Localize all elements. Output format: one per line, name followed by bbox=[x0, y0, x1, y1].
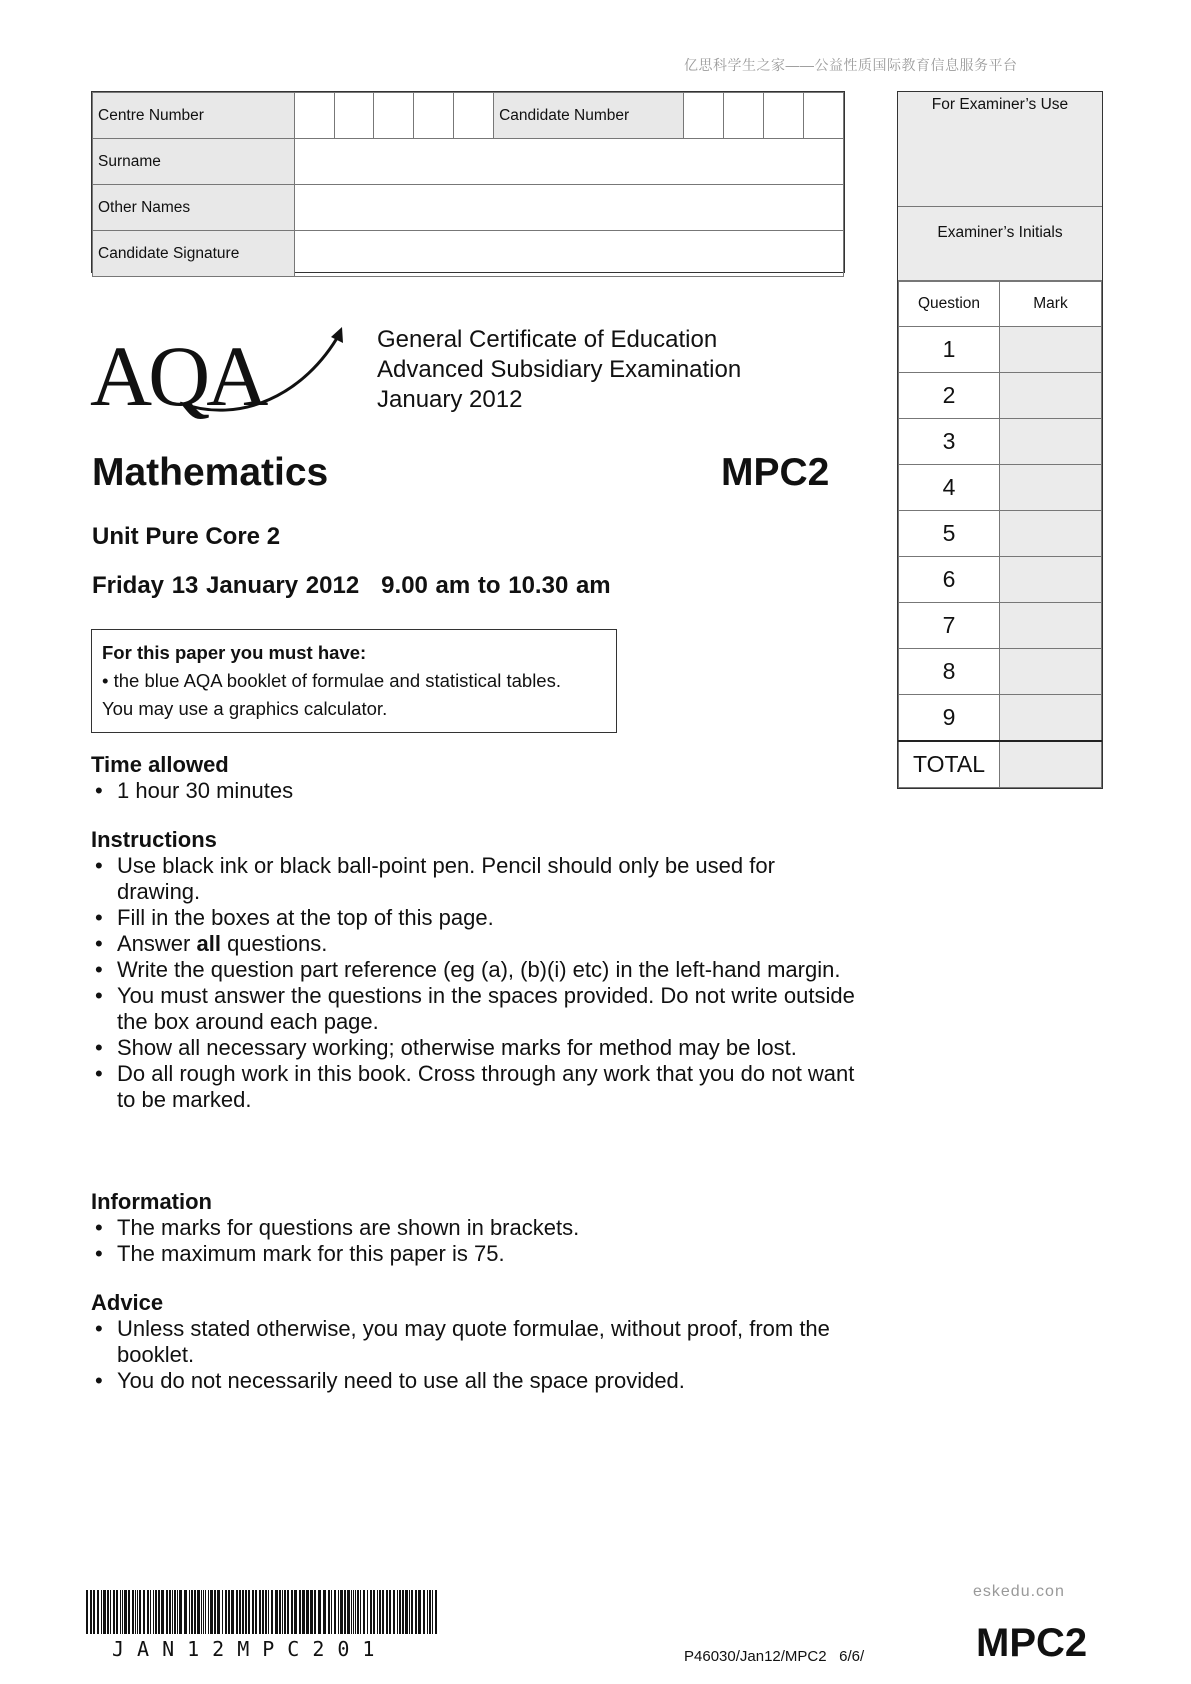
barcode-bar bbox=[101, 1590, 102, 1634]
barcode-bar bbox=[367, 1590, 368, 1634]
barcode-bar bbox=[255, 1590, 257, 1634]
examiner-initials-label: Examiner’s Initials bbox=[898, 207, 1102, 281]
list-item: • You do not necessarily need to use all the space provided. bbox=[91, 1368, 861, 1394]
list-item: • The maximum mark for this paper is 75. bbox=[91, 1241, 861, 1267]
barcode-bar bbox=[172, 1590, 173, 1634]
barcode-bar bbox=[287, 1590, 289, 1634]
barcode-bar bbox=[184, 1590, 187, 1634]
barcode-bar bbox=[236, 1590, 238, 1634]
section-heading: Instructions bbox=[91, 827, 217, 852]
barcode-bar bbox=[363, 1590, 365, 1634]
mark-cell[interactable] bbox=[1000, 419, 1102, 465]
barcode-bar bbox=[373, 1590, 375, 1634]
barcode-bar bbox=[432, 1590, 433, 1634]
examiner-use-label: For Examiner’s Use bbox=[898, 92, 1102, 207]
barcode-bar bbox=[231, 1590, 234, 1634]
candidate-number-digit[interactable] bbox=[724, 93, 764, 139]
barcode-bar bbox=[93, 1590, 95, 1634]
barcode-bar bbox=[302, 1590, 305, 1634]
barcode-bar bbox=[347, 1590, 350, 1634]
barcode-bar bbox=[107, 1590, 109, 1634]
barcode-bar bbox=[201, 1590, 202, 1634]
barcode-bar bbox=[194, 1590, 196, 1634]
barcode-bar bbox=[411, 1590, 413, 1634]
time-allowed-section bbox=[91, 752, 861, 804]
certificate-line: January 2012 bbox=[377, 386, 523, 413]
list-item: • Write the question part reference (eg (a), (b)(i) etc) in the left-hand margin. bbox=[91, 957, 861, 983]
mark-cell[interactable] bbox=[1000, 465, 1102, 511]
unit-title: Unit Pure Core 2 bbox=[92, 523, 281, 550]
barcode-bar bbox=[166, 1590, 168, 1634]
barcode-bar bbox=[299, 1590, 301, 1634]
question-number: 4 bbox=[899, 465, 1000, 511]
barcode-bar bbox=[291, 1590, 293, 1634]
barcode-bar bbox=[128, 1590, 130, 1634]
barcode-bar bbox=[161, 1590, 164, 1634]
barcode-bar bbox=[177, 1590, 178, 1634]
mark-cell[interactable] bbox=[1000, 327, 1102, 373]
barcode-bar bbox=[344, 1590, 346, 1634]
question-number: 1 bbox=[899, 327, 1000, 373]
barcode-bar bbox=[208, 1590, 209, 1634]
barcode-bar bbox=[155, 1590, 157, 1634]
centre-number-digit[interactable] bbox=[334, 93, 374, 139]
barcode-bar bbox=[262, 1590, 264, 1634]
barcode-bar bbox=[340, 1590, 343, 1634]
centre-number-digit[interactable] bbox=[374, 93, 414, 139]
barcode-bar bbox=[120, 1590, 121, 1634]
question-number: 9 bbox=[899, 695, 1000, 742]
barcode-bar bbox=[386, 1590, 388, 1634]
information-section bbox=[91, 1189, 861, 1267]
barcode-bar bbox=[252, 1590, 254, 1634]
paper-reference: P46030/Jan12/MPC2 6/6/ bbox=[684, 1648, 865, 1665]
barcode-bar bbox=[268, 1590, 269, 1634]
mark-cell[interactable] bbox=[1000, 695, 1102, 742]
barcode-bar bbox=[228, 1590, 230, 1634]
barcode-bar bbox=[116, 1590, 118, 1634]
paper-code: MPC2 bbox=[721, 451, 830, 494]
total-label: TOTAL bbox=[899, 741, 1000, 788]
barcode-bar bbox=[418, 1590, 421, 1634]
mark-cell[interactable] bbox=[1000, 511, 1102, 557]
barcode-bar bbox=[427, 1590, 428, 1634]
question-number: 5 bbox=[899, 511, 1000, 557]
barcode-bar bbox=[323, 1590, 326, 1634]
exam-time: 9.00 am to 10.30 am bbox=[381, 572, 611, 599]
certificate-heading bbox=[377, 325, 741, 415]
barcode-bar bbox=[271, 1590, 273, 1634]
barcode-bar bbox=[259, 1590, 261, 1634]
barcode-bar bbox=[279, 1590, 281, 1634]
candidate-number-label: Candidate Number bbox=[494, 93, 684, 139]
barcode-bar bbox=[377, 1590, 378, 1634]
centre-number-digit[interactable] bbox=[454, 93, 494, 139]
mark-cell[interactable] bbox=[1000, 649, 1102, 695]
barcode-bar bbox=[189, 1590, 190, 1634]
question-number: 6 bbox=[899, 557, 1000, 603]
candidate-details-box bbox=[91, 91, 845, 273]
barcode-bar bbox=[275, 1590, 278, 1634]
centre-number-digit[interactable] bbox=[294, 93, 334, 139]
barcode-bar bbox=[389, 1590, 391, 1634]
barcode-bar bbox=[197, 1590, 200, 1634]
barcode-bar bbox=[86, 1590, 88, 1634]
barcode-bar bbox=[203, 1590, 204, 1634]
barcode-bar bbox=[191, 1590, 193, 1634]
question-number: 3 bbox=[899, 419, 1000, 465]
list-item: • Use black ink or black ball-point pen. Pencil should only be used for drawing. bbox=[91, 853, 861, 905]
advice-section bbox=[91, 1290, 861, 1394]
barcode-bar bbox=[409, 1590, 410, 1634]
signature-label: Candidate Signature bbox=[93, 231, 295, 277]
barcode-bar bbox=[110, 1590, 111, 1634]
barcode-bar bbox=[214, 1590, 216, 1634]
other-names-field[interactable] bbox=[294, 185, 843, 231]
materials-box bbox=[91, 629, 617, 733]
barcode-bar bbox=[122, 1590, 123, 1634]
barcode-bar bbox=[402, 1590, 404, 1634]
mark-header: Mark bbox=[1000, 282, 1102, 327]
certificate-line: General Certificate of Education bbox=[377, 326, 718, 353]
barcode-bar bbox=[147, 1590, 149, 1634]
list-item: • The marks for questions are shown in brackets. bbox=[91, 1215, 861, 1241]
section-heading: Advice bbox=[91, 1290, 164, 1315]
barcode-bar bbox=[399, 1590, 401, 1634]
examiner-box bbox=[897, 91, 1103, 789]
barcode-bar bbox=[217, 1590, 220, 1634]
barcode-bar bbox=[179, 1590, 182, 1634]
section-heading: Time allowed bbox=[91, 752, 229, 777]
materials-note: You may use a graphics calculator. bbox=[102, 698, 388, 719]
barcode-bar bbox=[379, 1590, 381, 1634]
barcode-bar bbox=[169, 1590, 171, 1634]
aqa-logo-text: AQA bbox=[90, 328, 265, 424]
barcode-bar bbox=[153, 1590, 154, 1634]
barcode-bar bbox=[382, 1590, 384, 1634]
barcode-bar bbox=[393, 1590, 395, 1634]
barcode-bar bbox=[294, 1590, 297, 1634]
barcode-bar bbox=[124, 1590, 127, 1634]
barcode-bar bbox=[314, 1590, 316, 1634]
barcode-bar bbox=[351, 1590, 352, 1634]
barcode-bar bbox=[370, 1590, 372, 1634]
candidate-number-digit[interactable] bbox=[804, 93, 844, 139]
barcode-bar bbox=[113, 1590, 115, 1634]
barcode-bar bbox=[415, 1590, 417, 1634]
question-number: 2 bbox=[899, 373, 1000, 419]
barcode-bar bbox=[139, 1590, 141, 1634]
barcode-bar bbox=[143, 1590, 145, 1634]
question-number: 7 bbox=[899, 603, 1000, 649]
barcode-bar bbox=[158, 1590, 160, 1634]
barcode-bar bbox=[328, 1590, 330, 1634]
barcode-bar bbox=[360, 1590, 361, 1634]
barcode-bar bbox=[174, 1590, 176, 1634]
barcode-bar bbox=[245, 1590, 247, 1634]
list-item: • Do all rough work in this book. Cross through any work that you do not want to be marked. bbox=[91, 1061, 861, 1113]
candidate-number-digit[interactable] bbox=[764, 93, 804, 139]
barcode-bar bbox=[248, 1590, 250, 1634]
barcode-bar bbox=[334, 1590, 336, 1634]
surname-field[interactable] bbox=[294, 139, 843, 185]
barcode-bar bbox=[423, 1590, 425, 1634]
barcode-bar bbox=[282, 1590, 283, 1634]
centre-number-label: Centre Number bbox=[93, 93, 295, 139]
barcode-bar bbox=[103, 1590, 106, 1634]
candidate-number-digit[interactable] bbox=[684, 93, 724, 139]
footer-watermark: eskedu.con bbox=[973, 1583, 1065, 1600]
barcode-bar bbox=[242, 1590, 244, 1634]
materials-heading: For this paper you must have: bbox=[102, 642, 367, 663]
barcode-bar bbox=[397, 1590, 398, 1634]
barcode-bar bbox=[357, 1590, 359, 1634]
barcode-bar bbox=[306, 1590, 309, 1634]
aqa-logo bbox=[90, 325, 348, 425]
barcode-bar bbox=[225, 1590, 227, 1634]
subject-title: Mathematics bbox=[92, 451, 329, 494]
list-item: • Show all necessary working; otherwise marks for method may be lost. bbox=[91, 1035, 861, 1061]
surname-label: Surname bbox=[93, 139, 295, 185]
exam-date-time bbox=[92, 572, 611, 600]
certificate-line: Advanced Subsidiary Examination bbox=[377, 356, 742, 383]
barcode-bar bbox=[355, 1590, 356, 1634]
barcode-bar bbox=[137, 1590, 138, 1634]
question-header: Question bbox=[899, 282, 1000, 327]
barcode-bar bbox=[331, 1590, 332, 1634]
barcode-bar bbox=[310, 1590, 313, 1634]
barcode bbox=[86, 1590, 438, 1634]
barcode-bar bbox=[239, 1590, 241, 1634]
barcode-bar bbox=[205, 1590, 206, 1634]
barcode-bar bbox=[429, 1590, 431, 1634]
exam-date: Friday 13 January 2012 bbox=[92, 572, 360, 599]
barcode-bar bbox=[135, 1590, 136, 1634]
barcode-bar bbox=[338, 1590, 339, 1634]
materials-item: • the blue AQA booklet of formulae and statistical tables. bbox=[102, 670, 561, 691]
barcode-bar bbox=[97, 1590, 99, 1634]
barcode-bar bbox=[132, 1590, 134, 1634]
footer-paper-code: MPC2 bbox=[976, 1621, 1088, 1665]
barcode-bar bbox=[222, 1590, 223, 1634]
centre-number-digit[interactable] bbox=[414, 93, 454, 139]
barcode-text: JAN12MPC201 bbox=[112, 1637, 388, 1661]
barcode-bar bbox=[353, 1590, 354, 1634]
barcode-bar bbox=[318, 1590, 321, 1634]
barcode-bar bbox=[435, 1590, 437, 1634]
list-item: • Unless stated otherwise, you may quote formulae, without proof, from the booklet. bbox=[91, 1316, 861, 1368]
list-item: • You must answer the questions in the spaces provided. Do not write outside the box around each page. bbox=[91, 983, 861, 1035]
barcode-bar bbox=[284, 1590, 286, 1634]
barcode-bar bbox=[265, 1590, 267, 1634]
barcode-bar bbox=[405, 1590, 408, 1634]
mark-cell[interactable] bbox=[1000, 603, 1102, 649]
list-item: • Fill in the boxes at the top of this page. bbox=[91, 905, 861, 931]
other-names-label: Other Names bbox=[93, 185, 295, 231]
list-item: • Answer all questions. bbox=[91, 931, 861, 957]
section-heading: Information bbox=[91, 1189, 212, 1214]
barcode-bar bbox=[90, 1590, 92, 1634]
mark-cell[interactable] bbox=[1000, 557, 1102, 603]
total-mark-cell[interactable] bbox=[1000, 741, 1102, 788]
signature-field[interactable] bbox=[294, 231, 843, 277]
instructions-section bbox=[91, 827, 861, 1113]
barcode-bar bbox=[150, 1590, 151, 1634]
list-item: • 1 hour 30 minutes bbox=[91, 778, 861, 804]
question-number: 8 bbox=[899, 649, 1000, 695]
mark-cell[interactable] bbox=[1000, 373, 1102, 419]
barcode-bar bbox=[210, 1590, 213, 1634]
header-watermark: 亿思科学生之家——公益性质国际教育信息服务平台 bbox=[684, 57, 1018, 73]
